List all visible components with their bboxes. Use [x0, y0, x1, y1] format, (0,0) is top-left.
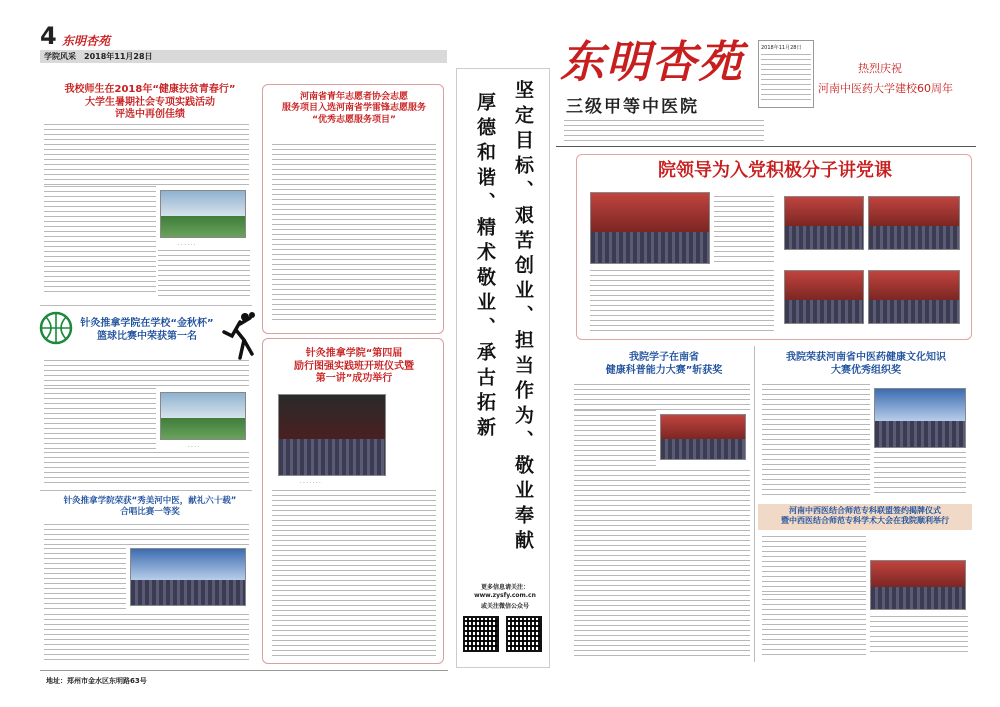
article-title: 河南省青年志愿者协会志愿 服务项目入选河南省学雷锋志愿服务 “优秀志愿服务项目”	[281, 92, 426, 125]
article-title: 针灸推拿学院在学校“金秋杯” 篮球比赛中荣获第一名	[80, 318, 214, 342]
article-body	[762, 536, 866, 592]
article-photo	[278, 394, 386, 476]
article-body	[574, 384, 750, 410]
article-title: 我校师生在2018年“健康扶贫青春行” 大学生暑期社会专项实践活动 评选中再创佳绩	[64, 84, 236, 120]
footer-address: 地址：郑州市金水区东明路63号	[46, 677, 147, 685]
qr-code-website[interactable]	[463, 616, 499, 652]
qr-code-wechat[interactable]	[506, 616, 542, 652]
masthead: 东明杏苑	[560, 37, 744, 88]
main-article-photo-2	[784, 196, 864, 250]
motto-right: 坚定目标、艰苦创业、担当作为、敬业奉献	[512, 80, 534, 555]
article-body	[574, 470, 750, 656]
footer-line	[40, 670, 448, 671]
article-photo	[160, 392, 246, 440]
article-body	[762, 594, 866, 656]
player-silhouette-icon	[218, 312, 256, 364]
photo-caption: · · · · · ·	[178, 242, 196, 248]
article-body	[44, 360, 249, 388]
main-article-photo-5	[868, 270, 960, 324]
photo-caption: · · · · · · ·	[300, 480, 321, 486]
article-photo	[160, 190, 246, 238]
main-article-photo-3	[868, 196, 960, 250]
page-number: 4	[40, 22, 57, 50]
article-body	[574, 410, 656, 466]
basketball-icon	[38, 310, 74, 350]
wechat-label: 或关注微信公众号	[480, 603, 529, 610]
divider	[40, 490, 252, 491]
page-brand: 东明杏苑	[62, 34, 111, 48]
article-body	[762, 384, 870, 496]
article-title: 针灸推拿学院“第四届 励行图强实践班开班仪式暨 第一讲”成功举行	[294, 348, 414, 384]
more-info-label: 更多信息请关注：	[480, 584, 529, 591]
article-title: 我院学子在南省 健康科普能力大赛”斩获奖	[605, 352, 723, 376]
photo-caption: · · · ·	[188, 444, 200, 450]
article-body	[44, 548, 126, 612]
masthead-editor-line	[564, 120, 764, 142]
masthead-subtitle: 三级甲等中医院	[566, 97, 699, 117]
main-article-title: 院领导为入党积极分子讲党课	[658, 160, 892, 181]
website: www.zysfy.com.cn	[474, 592, 536, 599]
masthead-info	[761, 54, 811, 104]
column-divider	[754, 346, 755, 662]
article-photo	[660, 414, 746, 460]
article-title: 我院荣获河南省中医药健康文化知识 大赛优秀组织奖	[786, 352, 946, 376]
article-title: 针灸推拿学院荣获“秀美河中医，献礼六十载” 合唱比赛一等奖	[63, 496, 237, 517]
article-body	[870, 616, 968, 656]
celebrate-line1: 热烈庆祝	[858, 62, 902, 75]
motto-left: 厚德和谐、精术敬业、承古拓新	[474, 92, 496, 442]
article-body	[44, 388, 156, 450]
article-body	[44, 124, 249, 186]
celebrate-line2: 河南中医药大学建校60周年	[818, 82, 953, 95]
article-body	[44, 614, 249, 662]
article-body	[874, 452, 966, 496]
article-body	[44, 524, 249, 548]
section-label: 学院风采	[44, 52, 76, 61]
masthead-rule	[556, 146, 976, 147]
divider	[40, 305, 252, 306]
article-body	[44, 186, 156, 294]
article-title: 河南中西医结合师范专科联盟签约揭牌仪式 暨中西医结合师范专科学术大会在我院顺利举行	[781, 506, 949, 525]
section-date: 2018年11月28日	[84, 52, 153, 61]
article-body	[158, 250, 250, 296]
article-photo	[874, 388, 966, 448]
masthead-date: 2018年11月28日	[761, 45, 802, 51]
main-article-photo-4	[784, 270, 864, 324]
article-body	[44, 452, 249, 484]
main-article-body	[590, 270, 774, 334]
main-article-photo	[590, 192, 710, 264]
article-body	[272, 144, 436, 324]
article-photo	[870, 560, 966, 610]
main-article-body	[714, 196, 774, 266]
article-photo	[130, 548, 246, 606]
article-body	[272, 490, 436, 658]
